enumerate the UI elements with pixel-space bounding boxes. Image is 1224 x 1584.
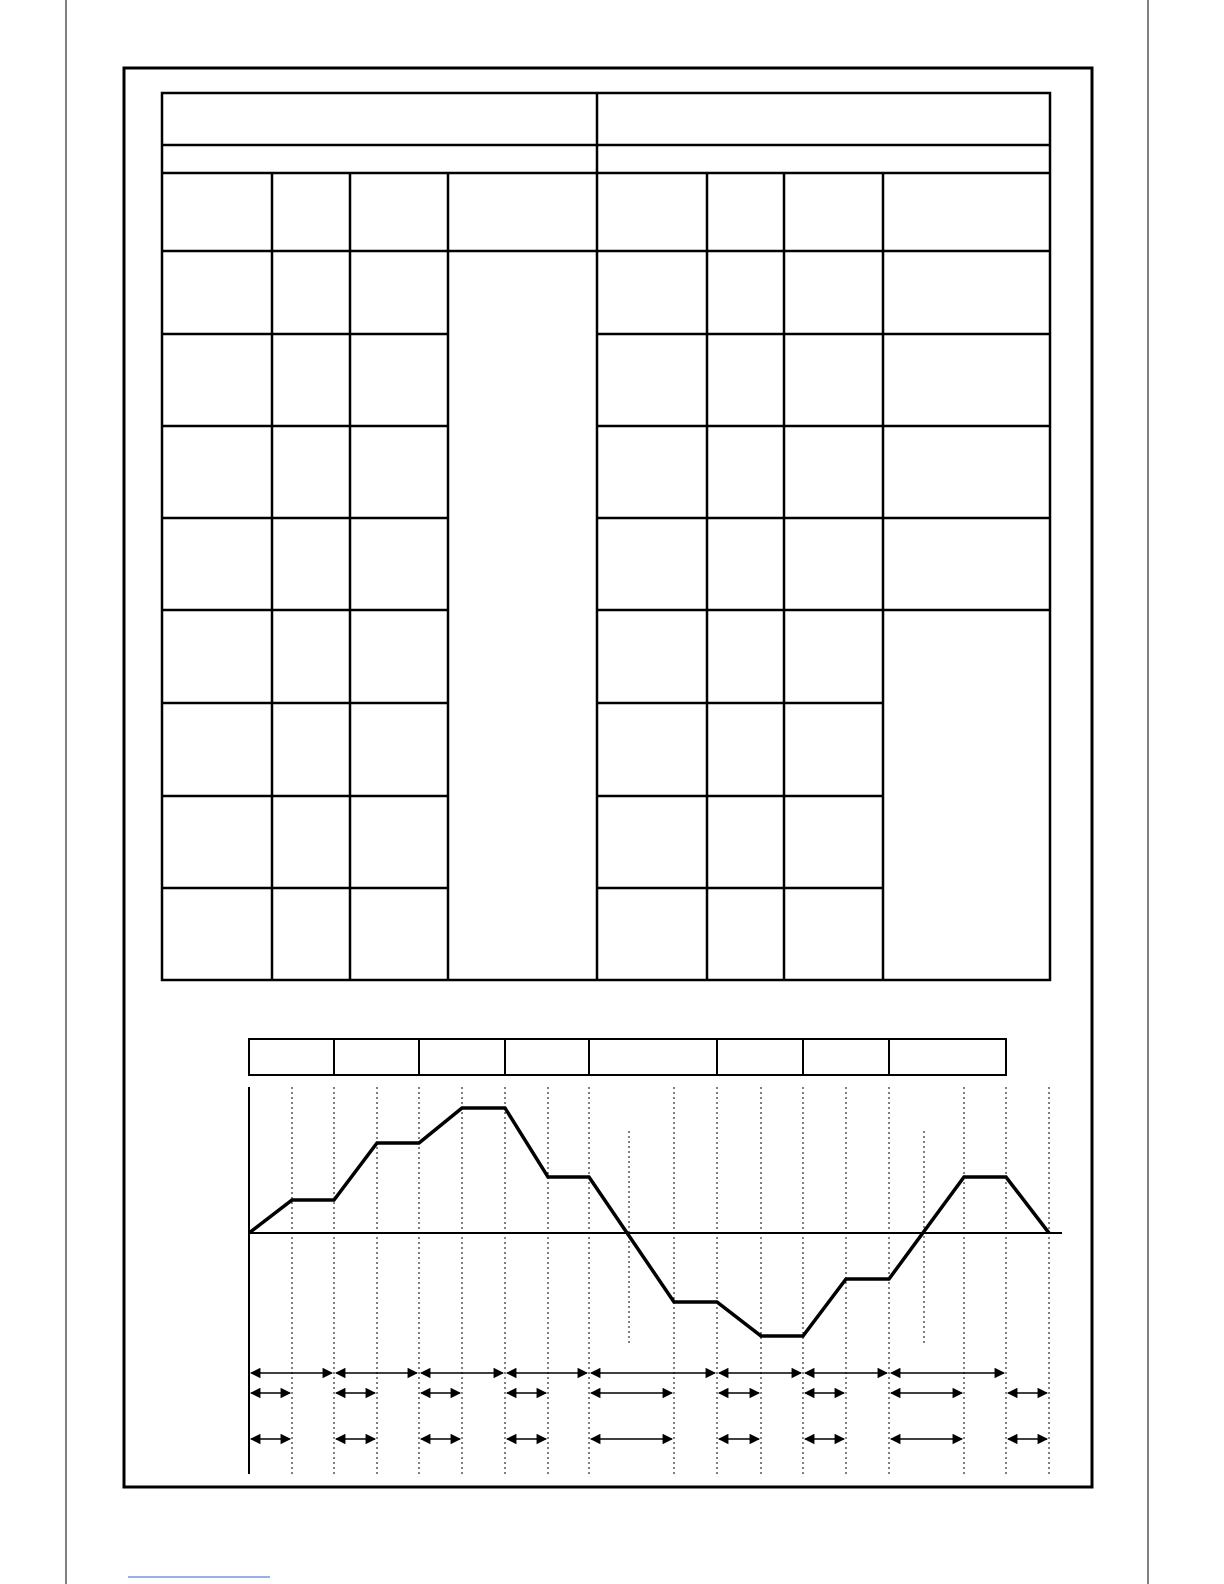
speed-profile-line [249,1108,1049,1336]
page-border [66,0,1148,1584]
dotted-gridlines [292,1087,1049,1474]
timing-chart [249,1039,1062,1474]
segment-header-boxes [249,1039,1006,1075]
inner-frame [124,68,1092,1487]
table-border [162,93,1050,980]
data-table [162,93,1050,980]
